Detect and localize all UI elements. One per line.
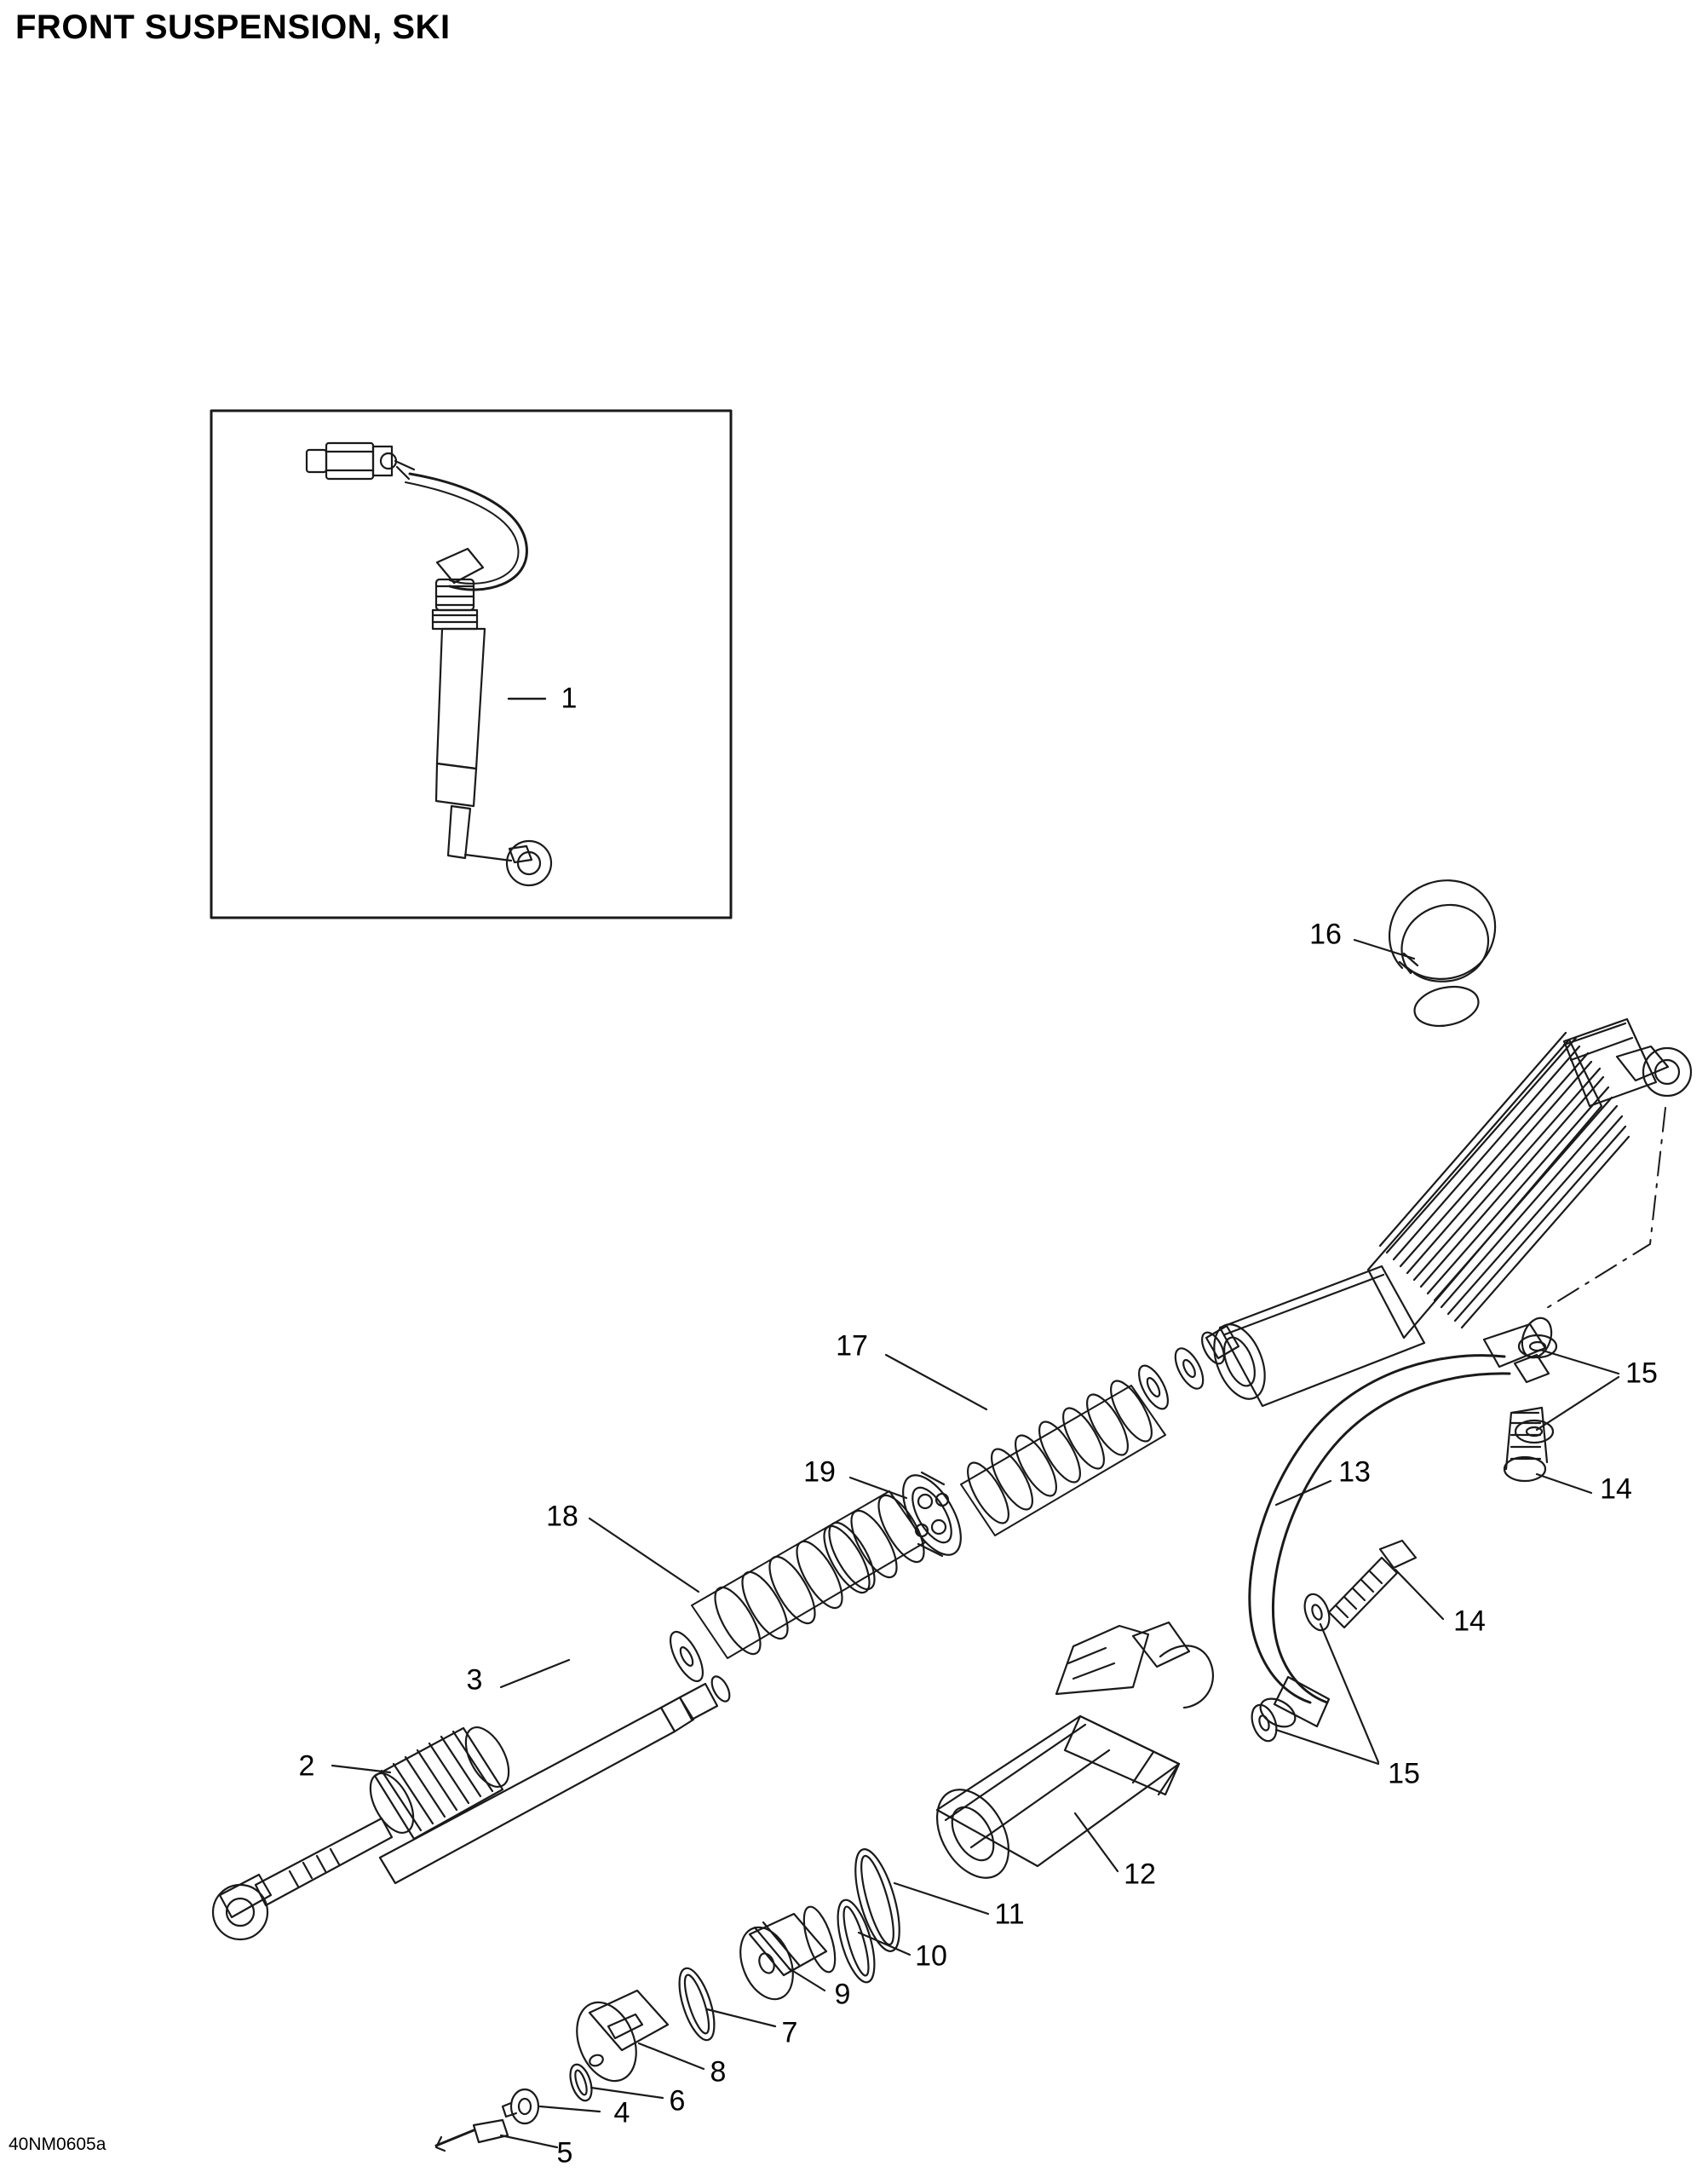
callout-5: 5 [556, 2136, 573, 2169]
callout-3: 3 [466, 1663, 483, 1697]
callout-12-leader [1075, 1813, 1118, 1871]
callout-11: 11 [994, 1898, 1025, 1931]
part-15-lower-washers [1247, 1591, 1333, 1744]
callout-17-leader [886, 1355, 986, 1409]
callout-14-upper: 14 [1600, 1472, 1632, 1506]
callout-9-leader [789, 1968, 825, 1991]
callout-2-leader [332, 1766, 390, 1772]
assembly-line-upper [1543, 1108, 1665, 1311]
callout-13-leader [1276, 1481, 1331, 1505]
part-14-upper-bolt [1504, 1355, 1549, 1481]
callout-19-leader [850, 1478, 906, 1498]
part-11-o-ring [847, 1845, 909, 1956]
part-7-o-ring [672, 1964, 722, 2044]
part-10-backup-ring [831, 1896, 882, 1985]
callout-15-upper: 15 [1625, 1357, 1658, 1390]
part-12-reservoir [923, 1622, 1213, 1890]
inset-reservoir [307, 443, 414, 479]
upper-spacer-washers [1133, 1326, 1239, 1413]
part-3-shaft [380, 1674, 733, 1883]
inset-shock-body [433, 549, 551, 885]
main-shock-body [1205, 1019, 1691, 1406]
part-4-screw [503, 2089, 538, 2123]
callout-2: 2 [298, 1749, 315, 1783]
callout-5-leader [501, 2135, 557, 2147]
callout-15-upper-leader [1537, 1350, 1619, 1430]
callout-15-lower: 15 [1388, 1757, 1420, 1790]
callout-14-lower: 14 [1453, 1605, 1486, 1638]
part-13-hose [1250, 1314, 1556, 1732]
callout-16: 16 [1309, 918, 1342, 951]
part-5-screw [436, 2120, 508, 2151]
callout-12: 12 [1124, 1858, 1156, 1891]
callout-19: 19 [803, 1455, 836, 1489]
drawing-number: 40NM0605a [9, 2135, 106, 2154]
part-18-primary-spring [692, 1489, 933, 1660]
callout-8-leader [639, 2043, 704, 2069]
callout-4: 4 [613, 2096, 630, 2129]
callout-7-leader [707, 2009, 775, 2026]
part-2-collar [362, 1720, 518, 1840]
callout-9: 9 [834, 1978, 851, 2011]
callout-8: 8 [710, 2055, 727, 2089]
shaft-lower-eyelet [213, 1818, 392, 1939]
callout-16-leader [1354, 940, 1414, 959]
callout-17: 17 [836, 1329, 868, 1363]
callout-11-leader [894, 1883, 988, 1914]
callout-18-leader [589, 1518, 699, 1592]
part-17-secondary-spring [960, 1375, 1165, 1536]
callout-3-leader [501, 1660, 569, 1687]
page-title: FRONT SUSPENSION, SKI [15, 9, 451, 46]
callout-4-leader [540, 2106, 600, 2112]
part-14-lower-bolt [1329, 1541, 1416, 1628]
callout-18: 18 [546, 1500, 578, 1533]
callout-13: 13 [1338, 1455, 1371, 1489]
callout-7: 7 [781, 2016, 798, 2049]
inset-frame [211, 411, 731, 918]
callout-6: 6 [669, 2084, 686, 2118]
shaft-washer [664, 1628, 709, 1686]
callout-14-upper-leader [1537, 1474, 1591, 1493]
callout-1: 1 [561, 682, 578, 715]
part-19-divider-cup [891, 1466, 972, 1564]
callout-14-lower-leader [1395, 1570, 1443, 1619]
callout-10: 10 [915, 1939, 947, 1973]
